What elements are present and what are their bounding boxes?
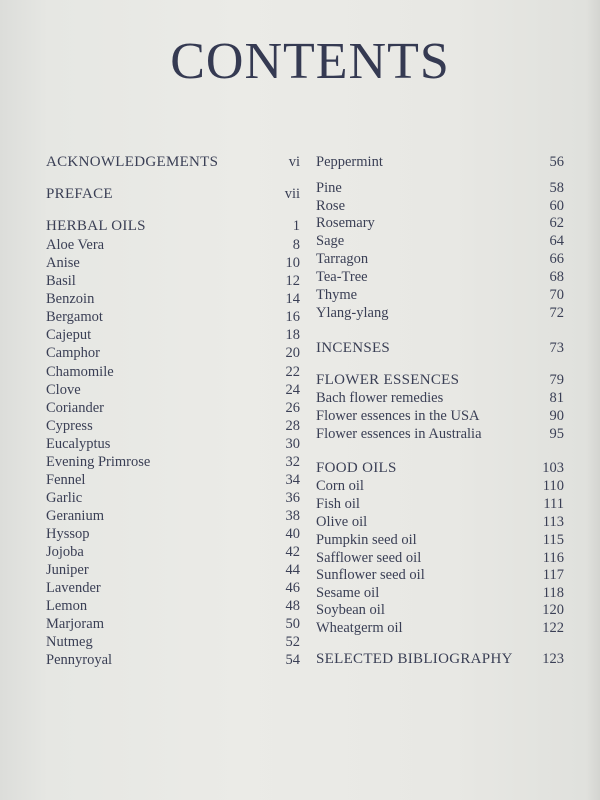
toc-entry-label: INCENSES: [316, 340, 391, 356]
toc-entry-label: PREFACE: [46, 186, 113, 202]
toc-entry-label: Sage: [316, 233, 345, 249]
toc-entry-label: Cypress: [46, 418, 93, 434]
toc-entry-page: 111: [543, 496, 564, 512]
toc-entry: [46, 254, 300, 272]
toc-entry-label: Fennel: [46, 472, 86, 488]
toc-entry: [46, 525, 300, 543]
toc-entry-label: Olive oil: [316, 514, 368, 530]
toc-entry-page: 110: [542, 478, 564, 494]
toc-entry-label: Camphor: [46, 345, 100, 361]
toc-entry-label: Pumpkin seed oil: [316, 532, 417, 548]
toc-entry-label: Pennyroyal: [46, 652, 113, 668]
toc-entry-page: 48: [285, 598, 300, 614]
toc-entry: [46, 489, 300, 507]
toc-entry: [316, 513, 564, 531]
toc-entry-label: Flower essences in Australia: [316, 426, 482, 442]
toc-entry-label: ACKNOWLEDGEMENTS: [46, 154, 219, 170]
toc-entry-page: 26: [285, 400, 300, 416]
toc-entry: [46, 417, 300, 435]
toc-entry-page: 68: [549, 269, 564, 285]
toc-entry: [316, 250, 564, 268]
toc-entry-page: 113: [542, 514, 564, 530]
toc-entry-page: 64: [549, 233, 564, 249]
toc-entry-page: 62: [549, 215, 564, 231]
toc-entry-label: Corn oil: [316, 478, 364, 494]
toc-entry: [316, 214, 564, 232]
toc-entry-page: 122: [542, 620, 564, 636]
toc-entry: [316, 286, 564, 304]
toc-entry-label: Fish oil: [316, 496, 360, 512]
toc-entry: [316, 389, 564, 407]
toc-entry-page: 52: [285, 634, 300, 650]
toc-entry-page: 20: [285, 345, 300, 361]
toc-entry-page: 46: [285, 580, 300, 596]
toc-entry: [46, 453, 300, 471]
toc-entry: [316, 425, 564, 443]
toc-entry-page: 117: [542, 567, 564, 583]
page-title: CONTENTS: [170, 33, 450, 90]
toc-entry-label: Lemon: [46, 598, 88, 614]
toc-entry-page: 50: [285, 616, 300, 632]
toc-entry: [46, 597, 300, 615]
toc-entry-page: 118: [542, 585, 564, 601]
toc-entry-label: SELECTED BIBLIOGRAPHY: [316, 651, 513, 667]
toc-entry-label: Soybean oil: [316, 602, 385, 618]
toc-entry: [316, 459, 564, 477]
toc-entry-page: 44: [285, 562, 300, 578]
toc-entry-label: Geranium: [46, 508, 104, 524]
toc-entry-page: 1: [292, 218, 300, 234]
toc-entry-page: 70: [549, 287, 564, 303]
toc-entry: [316, 619, 564, 637]
toc-entry: [46, 217, 300, 235]
toc-entry-page: 54: [285, 652, 300, 668]
toc-entry: [316, 531, 564, 549]
toc-entry-label: Jojoba: [46, 544, 84, 560]
toc-entry-label: Clove: [46, 382, 81, 398]
toc-entry-label: Tea-Tree: [316, 269, 368, 285]
toc-entry-page: 22: [285, 364, 300, 380]
toc-entry-label: Basil: [46, 273, 76, 289]
toc-entry-page: 123: [542, 651, 564, 667]
toc-entry: [316, 197, 564, 215]
toc-entry-page: 120: [542, 602, 564, 618]
toc-entry: [46, 272, 300, 290]
toc-entry: [46, 507, 300, 525]
toc-entry: [46, 471, 300, 489]
toc-entry-label: FOOD OILS: [316, 460, 397, 476]
toc-entry-label: Eucalyptus: [46, 436, 111, 452]
toc-entry-label: Aloe Vera: [46, 237, 105, 253]
toc-entry-page: 60: [549, 198, 564, 214]
toc-entry-page: 40: [285, 526, 300, 542]
toc-entry: [316, 268, 564, 286]
toc-entry: [316, 304, 564, 322]
toc-entry: [316, 549, 564, 567]
toc-entry-page: 116: [542, 550, 564, 566]
toc-entry-page: 79: [549, 372, 564, 388]
toc-entry: [316, 566, 564, 584]
toc-entry-label: Marjoram: [46, 616, 104, 632]
toc-entry-label: Thyme: [316, 287, 358, 303]
toc-entry: [46, 308, 300, 326]
toc-entry: [46, 185, 300, 203]
toc-entry-label: Wheatgerm oil: [316, 620, 403, 636]
toc-entry-page: 24: [285, 382, 300, 398]
toc-entry-page: 115: [542, 532, 564, 548]
toc-entry-label: Rosemary: [316, 215, 375, 231]
toc-entry-label: Coriander: [46, 400, 104, 416]
toc-entry-page: 18: [285, 327, 300, 343]
toc-entry: [46, 579, 300, 597]
toc-entry: [46, 363, 300, 381]
toc-entry-label: Benzoin: [46, 291, 95, 307]
toc-entry: [46, 615, 300, 633]
toc-entry: [46, 326, 300, 344]
toc-entry-label: Nutmeg: [46, 634, 93, 650]
toc-entry-page: 28: [285, 418, 300, 434]
toc-entry-page: 30: [285, 436, 300, 452]
toc-entry-label: Evening Primrose: [46, 454, 151, 470]
toc-entry: [316, 179, 564, 197]
toc-entry-label: Peppermint: [316, 154, 383, 170]
toc-entry-label: Hyssop: [46, 526, 90, 542]
toc-entry: [46, 290, 300, 308]
toc-entry-label: Chamomile: [46, 364, 114, 380]
toc-entry: [316, 371, 564, 389]
toc-entry: [46, 651, 300, 669]
toc-entry-label: Sunflower seed oil: [316, 567, 425, 583]
toc-entry: [316, 495, 564, 513]
toc-entry: [46, 561, 300, 579]
toc-entry-page: 32: [285, 454, 300, 470]
toc-entry-label: Rose: [316, 198, 345, 214]
toc-entry: [46, 381, 300, 399]
toc-entry: [46, 344, 300, 362]
toc-entry: [316, 650, 564, 668]
toc-entry: [46, 399, 300, 417]
toc-entry: [316, 153, 564, 171]
toc-entry: [316, 232, 564, 250]
toc-entry-page: 72: [549, 305, 564, 321]
toc-entry-page: 38: [285, 508, 300, 524]
toc-entry-label: Lavender: [46, 580, 101, 596]
toc-entry-label: Juniper: [46, 562, 89, 578]
toc-entry-page: 73: [549, 340, 564, 356]
toc-entry-page: 56: [549, 154, 564, 170]
toc-entry-page: 81: [549, 390, 564, 406]
toc-entry-page: 36: [285, 490, 300, 506]
toc-entry-page: vi: [288, 154, 300, 170]
toc-entry: [316, 601, 564, 619]
toc-entry: [46, 543, 300, 561]
toc-entry-label: Pine: [316, 180, 342, 196]
toc-entry: [46, 153, 300, 171]
toc-entry-label: Anise: [46, 255, 80, 271]
page-edge-shadow: [586, 0, 600, 800]
toc-entry: [46, 435, 300, 453]
toc-entry-page: 16: [285, 309, 300, 325]
toc-entry-label: Garlic: [46, 490, 83, 506]
toc-entry-page: 14: [285, 291, 300, 307]
toc-entry-label: FLOWER ESSENCES: [316, 372, 460, 388]
toc-entry-label: Bach flower remedies: [316, 390, 444, 406]
toc-entry-page: 34: [285, 472, 300, 488]
toc-entry-label: Safflower seed oil: [316, 550, 422, 566]
toc-entry-page: 42: [285, 544, 300, 560]
toc-entry-page: 10: [285, 255, 300, 271]
toc-entry-page: 8: [292, 237, 300, 253]
toc-entry-page: 90: [549, 408, 564, 424]
toc-entry: [316, 339, 564, 357]
toc-entry-label: Flower essences in the USA: [316, 408, 480, 424]
toc-entry: [46, 633, 300, 651]
toc-entry-label: HERBAL OILS: [46, 218, 146, 234]
toc-entry-page: 95: [549, 426, 564, 442]
toc-entry-page: vii: [284, 186, 300, 202]
toc-entry-label: Sesame oil: [316, 585, 380, 601]
toc-entry-page: 103: [542, 460, 564, 476]
toc-entry-page: 58: [549, 180, 564, 196]
toc-entry-label: Ylang-ylang: [316, 305, 389, 321]
toc-entry-page: 66: [549, 251, 564, 267]
toc-entry: [46, 236, 300, 254]
toc-entry-label: Tarragon: [316, 251, 369, 267]
toc-entry-label: Cajeput: [46, 327, 92, 343]
toc-entry: [316, 477, 564, 495]
toc-entry: [316, 407, 564, 425]
toc-entry: [316, 584, 564, 602]
toc-entry-page: 12: [285, 273, 300, 289]
toc-entry-label: Bergamot: [46, 309, 103, 325]
